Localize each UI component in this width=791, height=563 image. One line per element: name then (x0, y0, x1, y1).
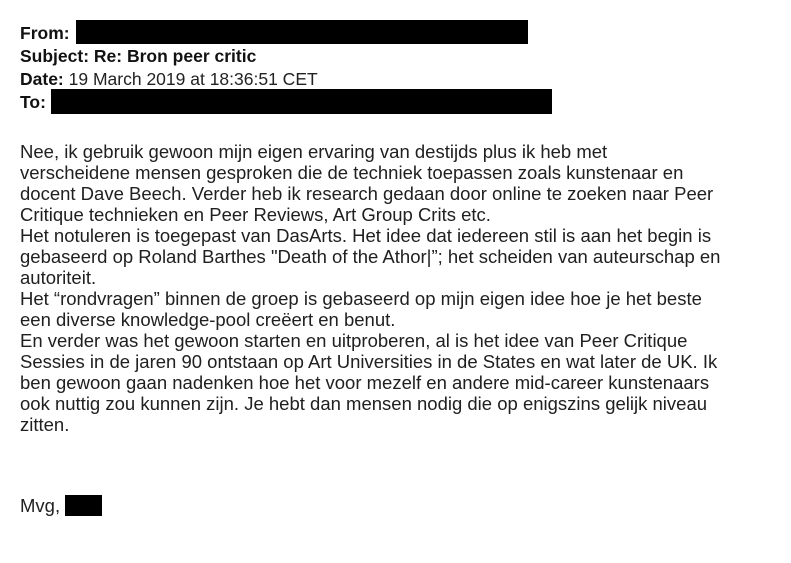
email-signature (20, 495, 773, 517)
body-line: ben gewoon gaan nadenken hoe het voor mezelf en andere mid-career kunstenaars (20, 372, 710, 393)
email-body (20, 141, 773, 435)
body-line: verscheidene mensen gesproken die de techniek toepassen zoals kunstenaar en (20, 162, 684, 183)
body-line: gebaseerd op Roland Barthes "Death of the Athor|”; het scheiden van auteurschap en (20, 246, 721, 267)
body-line: Critique technieken en Peer Reviews, Art Group Crits etc. (20, 204, 491, 225)
header-row-to (20, 91, 773, 114)
subject-value: Re: Bron peer critic (93, 46, 257, 66)
body-line: Het “rondvragen” binnen de groep is gebaseerd op mijn eigen idee hoe je het beste (20, 288, 702, 309)
date-value: 19 March 2019 at 18:36:51 CET (68, 69, 318, 89)
signature-redaction-bar (65, 495, 102, 516)
from-label: From: (20, 23, 70, 43)
body-line: Nee, ik gebruik gewoon mijn eigen ervaring van destijds plus ik heb met (20, 141, 608, 162)
body-line: Sessies in de jaren 90 ontstaan op Art Universities in de States en wat later de UK. Ik (20, 351, 718, 372)
from-redaction-bar (76, 20, 528, 44)
to-label: To: (20, 92, 46, 112)
signature-closing: Mvg, (20, 495, 61, 516)
body-line: En verder was het gewoon starten en uitproberen, al is het idee van Peer Critique (20, 330, 688, 351)
body-line: docent Dave Beech. Verder heb ik research gedaan door online te zoeken naar Peer (20, 183, 714, 204)
body-line: autoriteit. (20, 267, 97, 288)
body-line: een diverse knowledge-pool creëert en benut. (20, 309, 396, 330)
subject-label: Subject: (20, 46, 90, 66)
header-row-subject (20, 45, 773, 68)
body-line: Het notuleren is toegepast van DasArts. Het idee dat iedereen stil is aan het begin is (20, 225, 712, 246)
header-row-date (20, 68, 773, 91)
body-line: zitten. (20, 414, 70, 435)
email-header (20, 22, 773, 114)
to-redaction-bar (51, 89, 552, 114)
body-line: ook nuttig zou kunnen zijn. Je hebt dan mensen nodig die op enigszins gelijk niveau (20, 393, 708, 414)
header-row-from (20, 22, 773, 45)
date-label: Date: (20, 69, 64, 89)
